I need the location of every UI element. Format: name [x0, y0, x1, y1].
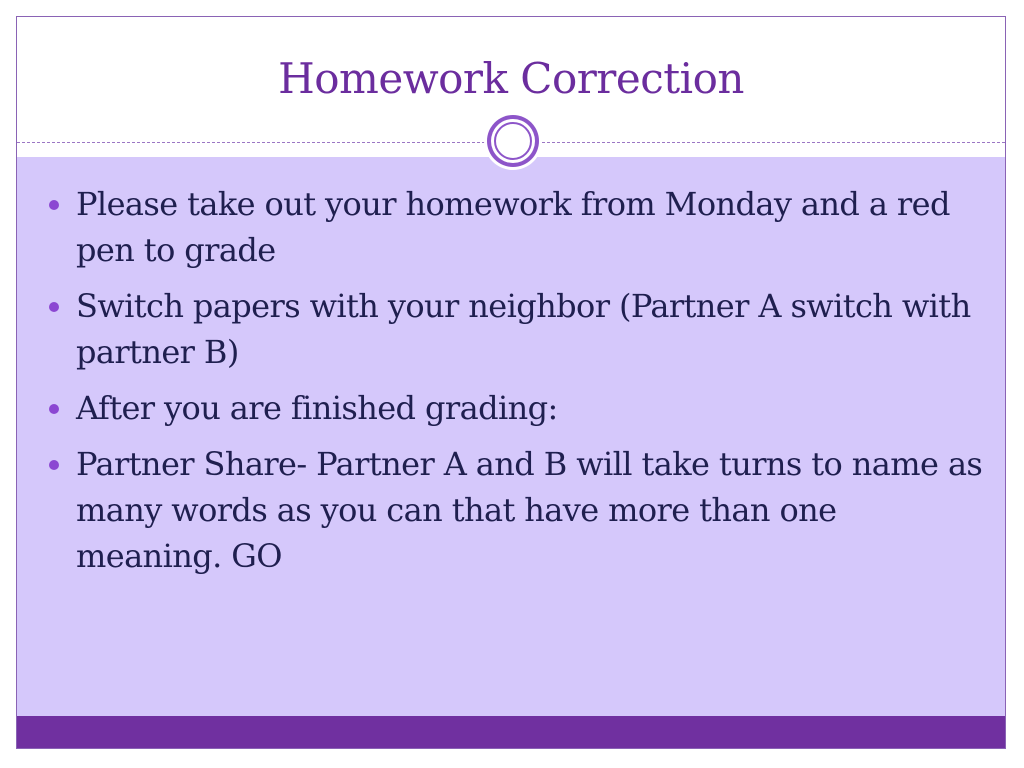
slide-frame: [16, 16, 1006, 749]
bullet-text: Partner Share- Partner A and B will take turns to name as many words as you can that have more than one meaning. GO: [76, 445, 983, 575]
bullet-item: [47, 385, 987, 431]
bullet-list: [47, 181, 987, 589]
bullet-dot-icon: [49, 460, 59, 470]
bullet-dot-icon: [49, 404, 59, 414]
bullet-dot-icon: [49, 200, 59, 210]
circle-ornament-inner: [494, 122, 532, 160]
bullet-text: Please take out your homework from Monday and a red pen to grade: [76, 185, 950, 269]
bullet-item: [47, 283, 987, 375]
slide-title: Homework Correction: [278, 54, 744, 103]
bullet-item: [47, 181, 987, 273]
bottom-accent-bar: [17, 716, 1005, 749]
bullet-text: After you are finished grading:: [76, 389, 558, 427]
bullet-item: [47, 441, 987, 579]
bullet-dot-icon: [49, 302, 59, 312]
bullet-text: Switch papers with your neighbor (Partner A switch with partner B): [76, 287, 971, 371]
